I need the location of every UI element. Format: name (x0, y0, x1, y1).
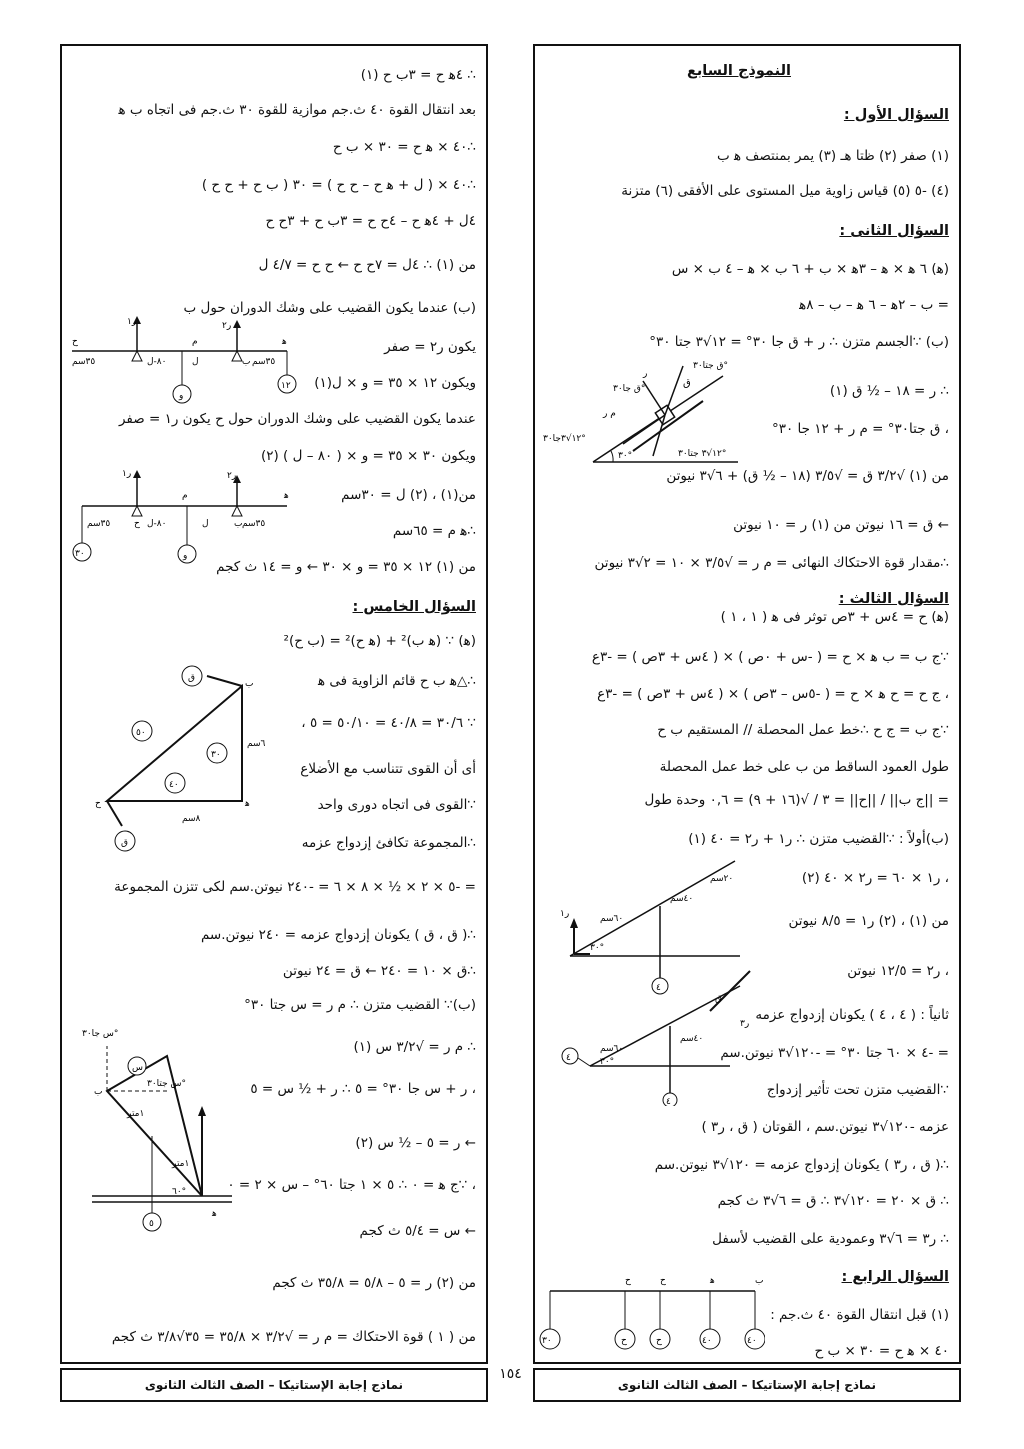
diagram-label: ﻫ (282, 337, 287, 347)
diagram-label: ١٢√٣جا٣٠° (543, 434, 586, 444)
rod-diagram-top (52, 316, 302, 406)
diagram-label: ٣٠ (542, 1336, 552, 1346)
diagram-label: س (132, 1063, 143, 1073)
text-line: من (١) √٣/٢ ق = √٣/٥ (١٨ – ½ ق) + ٦√٣ نيوتن (666, 468, 949, 484)
diagram-label: ١٢√٣ جتا٣٠° (678, 449, 727, 459)
diagram-label: ٤ (566, 1053, 571, 1063)
diagram-label: ق (683, 378, 691, 389)
text-line: من (١) ، (٢) ر١ = ٨/٥ نيوتن (788, 913, 949, 929)
diagram-label: ٦٠سم (600, 1044, 624, 1054)
diagram-label: ق (715, 994, 722, 1004)
diagram-label: ب (245, 679, 254, 689)
diagram-label: ﻫ (284, 491, 289, 501)
text-line: = ب – ٢ﻫ – ٦ ﻫ – ب – ٨ﻫ (799, 297, 949, 313)
diagram-label: ٣٠° (600, 1057, 615, 1067)
text-line: من (١) ١٢ × ٣٥ = و × ٣٠ ← و = ١٤ ث كجم (216, 559, 476, 575)
incline-rod-diagram-2 (560, 966, 760, 1106)
text-line: بعد انتقال القوة ٤٠ ث.جم موازية للقوة ٣٠ ث.جم فى اتجاه ب ﻫ (118, 102, 476, 118)
section-heading: السؤال الثانى : (839, 223, 949, 239)
diagram-label: ٣٥سم (242, 519, 266, 529)
diagram-label: ح (72, 337, 78, 347)
text-line: = ||ج ب|| / ||ح|| = ٣ / √(١٦ + ٩) = ٠,٦ وحدة طول (644, 792, 949, 808)
diagram-label: ١متر (127, 1109, 145, 1119)
text-line: ∵ج ب = ب ﻫ × ح = ( -س + ٠ص ) × ( ٤س + ٣ص ) = -٣ع (591, 649, 949, 665)
text-line: ، ر٢ = ١٢/٥ نيوتن (847, 963, 949, 979)
text-line: (١) صفر (٢) ظتا هـ (٣) يمر بمنتصف ﻫ ب (716, 148, 949, 164)
footer-left: نماذج إجابة الإستاتيكا – الصف الثالث الثانوى (60, 1368, 488, 1402)
diagram-label: ٨٠-ل (147, 357, 167, 367)
text-line: من(١) ، (٢) ل = ٣٠سم (341, 487, 476, 503)
diagram-label: ر (643, 369, 648, 379)
text-line: = -٥ × ٢ × ½ × ٨ × ٦ = -٢٤٠ نيوتن.سم لكى تتزن المجموعة (114, 879, 476, 895)
right-column (533, 44, 961, 1364)
section-heading: السؤال الثالث : (838, 591, 949, 607)
text-line: ، ∵ج ﻫ = ٠ ∴ ٥ × ١ جتا ٦٠° – س × ٢ = ٠ (227, 1177, 476, 1193)
diagram-label: ح (656, 1336, 662, 1346)
diagram-label: ل (202, 519, 209, 529)
text-line: ∴ ر = ١٨ – ½ ق (١) (829, 383, 949, 399)
text-line: (ﻫ) ٦ ﻫ × ﻫ – ٣ﻫ × ب + ٦ ب × ﻫ – ٤ ب × س (671, 261, 949, 277)
text-line: من (٢) ر = ٥ – ٥/٨ = ٣٥/٨ ث كجم (272, 1275, 476, 1291)
diagram-label: ٣٥سم (252, 357, 276, 367)
diagram-label: ح (95, 799, 101, 809)
text-line: ∴مقدار قوة الاحتكاك النهائى = م ر = √٣/٥ × ١٠ = ٢√٣ نيوتن (594, 555, 949, 571)
text-line: ∴ ق × ٢٠ = ١٢٠√٣ ∴ ق = ٦√٣ ث كجم (717, 1193, 949, 1209)
text-line: (ب)∵ القضيب متزن ∴ م ر = س جتا ٣٠° (244, 997, 476, 1013)
diagram-label: ﻫ (710, 1276, 715, 1286)
diagram-label: ٤٠ (747, 1336, 757, 1346)
diagram-label: ٦٠° (172, 1187, 187, 1197)
diagram-label: ب (242, 357, 251, 367)
text-line: (٤) -٥ (٥) قياس زاوية ميل المستوى على الأفقى (٦) متزنة (621, 183, 949, 199)
text-line: ∴٤٠ × ( ل + ﻫ ح – ح ح ) = ٣٠ ( ب ح + ح ح ) (201, 177, 476, 193)
text-line: ويكون ٣٠ × ٣٥ = و × ( ٨٠ – ل ) (٢) (260, 448, 476, 464)
diagram-label: ل (192, 357, 199, 367)
diagram-label: ح (134, 519, 140, 529)
diagram-label: ح (621, 1336, 627, 1346)
diagram-label: ٦٠سم (600, 914, 624, 924)
section-heading: السؤال الخامس : (352, 599, 476, 615)
text-line: ∴ق × ١٠ = ٢٤٠ ← ق = ٢٤ نيوتن (282, 963, 476, 979)
text-line: (ب)أولاً : ∵القضيب متزن ∴ ر١ + ر٢ = ٤٠ (١) (688, 831, 949, 847)
section-heading: السؤال الأول : (843, 107, 949, 123)
rod-diagram-bottom (62, 466, 302, 566)
diagram-label: ٣٥سم (72, 357, 96, 367)
text-line: (ﻫ) ∵ (ﻫ ب)² + (ﻫ ح)² = (ب ح)² (283, 633, 476, 649)
text-line: ← ق = ١٦ نيوتن من (١) ر = ١٠ نيوتن (733, 517, 949, 533)
text-line: ∴ ر٣ = ٦√٣ وعمودية على القضيب لأسفل (712, 1231, 949, 1247)
section-heading: السؤال الرابع : (841, 1269, 949, 1285)
text-line: من ( ١ ) قوة الاحتكاك = م ر = √٣/٢ × ٣٥/٨ = ٣٥√٣/٨ ث كجم (111, 1329, 476, 1345)
diagram-label: ر٢ (222, 321, 232, 331)
text-line: ، ر + س جا ٣٠° = ٥ ∴ ر + ½ س = ٥ (250, 1081, 476, 1097)
diagram-label: ﻫ (245, 799, 250, 809)
text-line: (١) قبل انتقال القوة ٤٠ ث.جم : (770, 1307, 949, 1323)
diagram-label: ٤٠ (169, 780, 179, 790)
text-line: ∵القوى فى اتجاه دورى واحد (317, 797, 476, 813)
text-line: ∵القضيب متزن تحت تأثير إزدواج (766, 1082, 949, 1098)
text-line: ، ج ح = ح ﻫ × ح = ( -٥س – ٣ص ) × ( ٤س + ٣ص ) = -٣ع (597, 686, 949, 702)
diagram-label: ق جا٣٠° (613, 384, 646, 394)
text-line: ← س = ٥/٤ ث كجم (359, 1223, 476, 1239)
diagram-label: ٥ (149, 1219, 154, 1229)
diagram-label: ح (625, 1276, 631, 1286)
text-line: طول العمود الساقط من ب على خط عمل المحصلة (659, 759, 949, 775)
diagram-label: ﻫ (212, 1209, 217, 1219)
text-line: (ب) عندما يكون القضيب على وشك الدوران حول ب (183, 300, 476, 316)
diagram-label: ٤٠سم (670, 894, 694, 904)
diagram-label: و (179, 391, 184, 401)
text-line: ثانياً : ( ٤ ، ٤ ) يكونان إزدواج عزمه (755, 1007, 949, 1023)
diagram-label: ق (121, 838, 128, 848)
text-line: ← ر = ٥ – ½ س (٢) (355, 1135, 476, 1151)
text-line: ∴٤٠ × ﻫ ح = ٣٠ × ب ح (332, 139, 476, 155)
rod-q4-diagram (535, 1271, 765, 1361)
text-line: من (١) ∴ ٤ل = ٧ح ح ← ح ح = ٤/٧ ل (258, 257, 476, 273)
text-line: ∴ ٤ﻫ ح = ٣ب ح (١) (360, 67, 476, 83)
diagram-label: ح (660, 1276, 666, 1286)
incline-force-diagram (543, 346, 743, 476)
text-line: ٤٠ × ﻫ ح = ٣٠ × ب ح (814, 1343, 949, 1359)
text-line: = -٤ × ٦٠ جتا ٣٠° = -١٢٠√٣ نيوتن.سم (720, 1045, 949, 1061)
text-line: ٤ل + ٤ﻫ ح – ٤ح ح = ٣ب ح + ٣ح ح (265, 213, 476, 229)
diagram-label: م ر (603, 409, 616, 419)
diagram-label: ٤ (666, 1097, 671, 1106)
diagram-label: ٨سم (182, 814, 201, 824)
diagram-label: س جتا٣٠° (147, 1079, 187, 1089)
diagram-label: ب (755, 1276, 764, 1286)
diagram-label: ٥٠ (136, 728, 146, 738)
text-line: يكون ر٢ = صفر (384, 339, 476, 355)
diagram-label: ٤٠سم (680, 1034, 704, 1044)
text-line: عندما يكون القضيب على وشك الدوران حول ح يكون ر١ = صفر (118, 411, 476, 427)
diagram-label: م (192, 337, 198, 347)
diagram-label: ب (234, 519, 243, 529)
text-line: ، ق جتا٣٠° = م ر + ١٢ جا ٣٠° (771, 421, 949, 437)
text-line: ∴( ق ، ق ) يكونان إزدواج عزمه = ٢٤٠ نيوتن.سم (200, 927, 476, 943)
triangle-force-diagram (67, 661, 267, 861)
diagram-label: ١متر (172, 1159, 190, 1169)
diagram-label: ٢٠سم (710, 874, 734, 884)
text-line: ∴المجموعة تكافئ إزدواج عزمه (301, 835, 476, 851)
text-line: (ب) ∵الجسم متزن ∴ ر + ق جا ٣٠° = ١٢√٣ جتا ٣٠° (649, 334, 949, 350)
text-line: ويكون ١٢ × ٣٥ = و × ل(١) (314, 375, 476, 391)
diagram-label: ٣٠ (211, 750, 221, 760)
diagram-label: ٣٠ (75, 549, 85, 559)
text-line: ∵ج ب = ج ح ∴خط عمل المحصلة // المستقيم ب ح (657, 722, 949, 738)
text-line: عزمه -١٢٠√٣ نيوتن.سم ، القوتان ( ق ، ر٣ ) (701, 1119, 949, 1135)
text-line: ∵ ٣٠/٦ = ٤٠/٨ = ٥٠/١٠ = ٥ ، (301, 715, 476, 731)
diagram-label: ٣٥سم (87, 519, 111, 529)
diagram-label: ر٣ (740, 1019, 750, 1029)
ladder-force-diagram (72, 1016, 272, 1256)
text-line: (ﻫ) ح = ٤س + ٣ص توثر فى ﻫ ( ١ ، ١ ) (720, 609, 949, 625)
diagram-label: ٣٠° (590, 943, 605, 953)
text-line: ∴ﻫ م = ٦٥سم (392, 523, 476, 539)
diagram-label: ر١ (560, 909, 570, 919)
diagram-label: ر١ (127, 317, 137, 327)
text-line: ∴( ق ، ر٣ ) يكونان إزدواج عزمه = ١٢٠√٣ نيوتن.سم (654, 1157, 949, 1173)
text-line: ∴ م ر = √٣/٢ س (١) (353, 1039, 476, 1055)
diagram-label: ٤ (656, 983, 661, 993)
diagram-label: ق (188, 673, 195, 683)
diagram-label: ٦سم (247, 739, 266, 749)
diagram-label: ب (94, 1087, 103, 1097)
diagram-label: م (182, 491, 188, 501)
text-line: أى أن القوى تتناسب مع الأضلاع (300, 761, 476, 777)
diagram-label: س جا٣٠° (82, 1029, 119, 1039)
diagram-label: ٨٠-ل (147, 519, 167, 529)
page-number: ١٥٤ (499, 1366, 522, 1382)
diagram-label: ر١ (122, 469, 132, 479)
text-line: ، ر١ × ٦٠ = ر٢ × ٤٠ (٢) (801, 870, 949, 886)
diagram-label: ١٢ (281, 381, 291, 391)
diagram-label: ٤٠ (702, 1336, 712, 1346)
diagram-label: ر٢ (227, 471, 237, 481)
page-title: النموذج السابع (686, 63, 791, 79)
text-line: ∴△ﻫ ب ح قائم الزاوية فى ﻫ (318, 673, 476, 689)
incline-label: ق جتا٣٠° (693, 361, 729, 371)
diagram-label: و (183, 551, 188, 561)
diagram-label: ٣٠° (618, 451, 633, 461)
footer-right: نماذج إجابة الإستاتيكا – الصف الثالث الثانوى (533, 1368, 961, 1402)
left-column (60, 44, 488, 1364)
